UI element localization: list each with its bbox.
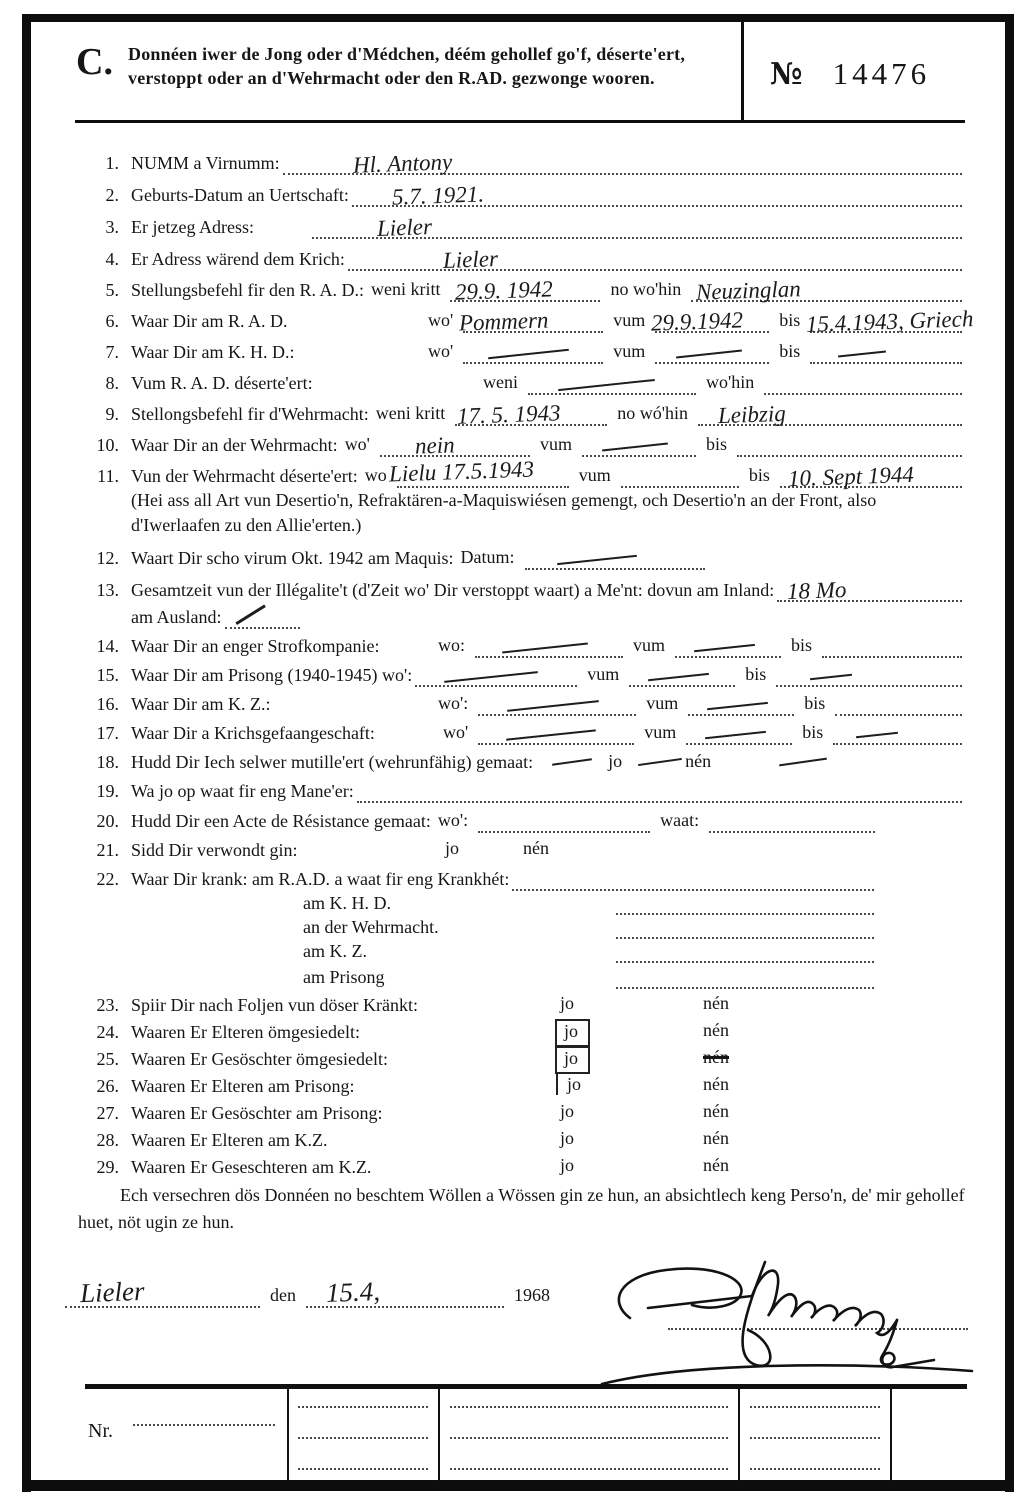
item-21 [85, 833, 965, 862]
item-number: 5. [105, 280, 119, 300]
field-word: Datum: [460, 547, 515, 567]
handwritten-dash [648, 673, 709, 681]
field-word: weni kritt [370, 279, 441, 299]
item-number: 29. [96, 1157, 119, 1177]
answer-option: jo [555, 1046, 590, 1074]
dotted-line [463, 340, 603, 364]
nr-dotted-line [133, 1424, 275, 1426]
field-word: vum [578, 465, 611, 485]
dotted-line [691, 276, 962, 305]
handwritten-entry: 29.9. 1942 [455, 276, 554, 305]
dotted-line [776, 663, 962, 687]
answer-option: nén [703, 993, 729, 1013]
field-word: wo': [438, 693, 469, 713]
field-label: Waart Dir scho virum Okt. 1942 am Maquis: [131, 548, 454, 568]
field-word: wo [364, 465, 387, 485]
field-label: Sidd Dir verwondt gin: [131, 840, 298, 860]
table-cell-dots [298, 1406, 428, 1408]
table-divider-1 [287, 1386, 289, 1482]
handwritten-dash [638, 758, 682, 766]
field-word: wo' [344, 434, 370, 454]
dotted-line [478, 721, 634, 745]
item-number: 27. [96, 1103, 119, 1123]
item-number: 2. [105, 185, 119, 205]
dotted-line [312, 215, 962, 239]
item-11 [85, 456, 965, 492]
answer-option: jo [560, 1128, 575, 1148]
field-label: NUMM a Virnumm: [131, 153, 280, 173]
item-number: 11. [97, 466, 119, 486]
handwritten-dash [489, 349, 570, 359]
item-19 [85, 774, 965, 803]
signature-scrawl-icon [600, 1238, 1010, 1388]
item-number: 4. [105, 249, 119, 269]
dotted-line [525, 546, 705, 570]
item-29 [85, 1152, 965, 1179]
item-15 [85, 658, 965, 687]
dotted-line [357, 779, 962, 803]
field-label: Er Adress wärend dem Krich: [131, 249, 345, 269]
item-1 [85, 143, 965, 178]
item-25 [85, 1044, 965, 1071]
dotted-line [528, 371, 696, 395]
handwritten-entry: 18 Mo [786, 576, 848, 605]
answer-option: jo [556, 1074, 581, 1095]
item-10 [85, 426, 965, 457]
field-label: Stellungsbefehl fir den R. A. D.: [131, 280, 364, 300]
field-word: vum [587, 664, 620, 684]
numero-sign: № [770, 57, 803, 92]
table-top-border [85, 1384, 967, 1389]
field-label: Waar Dir krank: am R.A.D. a waat fir eng Krankhét: [131, 869, 510, 889]
item-number: 22. [96, 869, 119, 889]
handwritten-dash [603, 443, 669, 452]
item-22-kz [85, 939, 965, 963]
item-number: 8. [105, 373, 119, 393]
dotted-line [675, 634, 781, 658]
date-dotted-line [306, 1276, 504, 1308]
answer-option: jo [560, 993, 575, 1013]
answer-option: jo [560, 1101, 575, 1121]
dotted-line [415, 663, 577, 687]
field-word: vum [646, 693, 679, 713]
dotted-line [650, 307, 769, 336]
item-number: 26. [96, 1076, 119, 1096]
item-9 [85, 395, 965, 429]
dotted-line [512, 867, 874, 891]
form-items [85, 143, 975, 1179]
item-number: 9. [105, 404, 119, 424]
dotted-line [478, 692, 636, 716]
handwritten-dash [506, 729, 596, 740]
field-word: bis [804, 693, 826, 713]
field-label: Hudd Dir een Acte de Résistance gemaat: [131, 811, 431, 831]
field-label: am K. H. D. [303, 893, 391, 913]
field-label: Waar Dir am K. H. D.: [131, 342, 295, 362]
item-26 [85, 1071, 965, 1098]
handwritten-dash [707, 702, 768, 710]
field-label: Waaren Er Gesöschter ömgesiedelt: [131, 1049, 388, 1069]
field-label: Vum R. A. D. déserte'ert: [131, 373, 313, 393]
field-word: vum [644, 722, 677, 742]
handwritten-entry: 15.4.1943, Griech [805, 306, 975, 337]
field-label: Waaren Er Gesöschter am Prisong: [131, 1103, 383, 1123]
field-label: am Prisong [303, 967, 385, 987]
dotted-line [777, 576, 962, 605]
field-label: am K. Z. [303, 941, 367, 961]
field-label: Wa jo op waat fir eng Mane'er: [131, 781, 354, 801]
item-number: 20. [96, 811, 119, 831]
frame-bottom [22, 1480, 1014, 1491]
field-label: Hudd Dir Iech selwer mutille'ert (wehrunfähig) gemaat: [131, 752, 534, 772]
handwritten-dash [856, 732, 898, 738]
table-divider-3 [738, 1386, 740, 1482]
table-cell-dots [750, 1406, 880, 1408]
field-word: wo'hin [706, 372, 755, 392]
declaration-text: Ech versechren dös Donnéen no beschtem Wöllen a Wössen gin ze hun, an absichtlech keng Perso'n, de' mir gehollef huet, nöt ugin ze hun. [78, 1185, 965, 1232]
dotted-line [348, 247, 962, 271]
field-word: bis [802, 722, 824, 742]
field-label: Waaren Er Elteren am Prisong: [131, 1076, 355, 1096]
item-number: 21. [96, 840, 119, 860]
handwritten-entry: Pommern [458, 307, 550, 336]
item-6 [85, 302, 975, 337]
field-word: vum [613, 341, 646, 361]
form-title: Donnéen iwer de Jong oder d'Médchen, déém gehollef go'f, déserte'ert, verstoppt oder an d'Wehrmacht oder den R.AD. gezwonge wooren. [128, 44, 686, 88]
field-label: Geburts-Datum an Uertschaft: [131, 185, 349, 205]
field-word: vum [613, 310, 646, 330]
answer-option: nén [703, 1047, 729, 1067]
dotted-line [283, 149, 962, 178]
dotted-line [388, 456, 569, 488]
dotted-line [655, 340, 769, 364]
item-22 [85, 862, 965, 891]
dotted-line [805, 306, 975, 337]
field-word: wo' [443, 722, 469, 742]
handwritten-place: Lieler [79, 1275, 145, 1309]
note-text: (Hei ass all Art vun Desertio'n, Refraktären-a-Maquiswiésen gemengt, och Desertio'n an der Front, also d'Iwerlaafen zu den Allie'erten.) [131, 490, 877, 535]
dotted-line [450, 276, 600, 305]
document-number-block [770, 56, 930, 92]
item-24 [85, 1017, 965, 1044]
item-23 [85, 989, 965, 1017]
item-number: 19. [96, 781, 119, 801]
dotted-line [616, 915, 874, 939]
field-word: weni [483, 372, 518, 392]
dotted-line [475, 634, 623, 658]
nr-label: Nr. [88, 1420, 113, 1442]
dotted-line [709, 809, 875, 833]
field-label: Stellongsbefehl fir d'Wehrmacht: [131, 404, 369, 424]
handwritten-date: 15.4, [325, 1276, 381, 1308]
item-4 [85, 239, 965, 271]
dotted-line [616, 939, 874, 963]
dotted-line [810, 340, 962, 364]
dotted-line [780, 461, 962, 492]
field-word: vum [633, 635, 666, 655]
item-11-note [85, 488, 965, 540]
item-2 [85, 175, 965, 210]
item-27 [85, 1098, 965, 1125]
table-divider-4 [890, 1386, 892, 1482]
handwritten-entry: Leibzig [717, 400, 787, 429]
field-word: bis [779, 310, 801, 330]
dotted-line [380, 433, 530, 457]
handwritten-entry: Neuzinglan [695, 276, 802, 305]
field-word: bis [748, 465, 770, 485]
field-label: Vun der Wehrmacht déserte'ert: [131, 466, 358, 486]
item-14 [85, 629, 965, 658]
item-number: 18. [96, 752, 119, 772]
field-label: Spiir Dir nach Foljen vun döser Kränkt: [131, 995, 418, 1015]
field-label: Waar Dir am K. Z.: [131, 694, 271, 714]
answer-option: nén [703, 1155, 729, 1175]
handwritten-dash [705, 731, 766, 739]
item-16 [85, 687, 965, 716]
handwritten-dash [507, 700, 598, 712]
field-label: Waar Dir am R. A. D. [131, 311, 288, 331]
dotted-line [616, 965, 874, 989]
dotted-line [629, 663, 735, 687]
section-letter: C. [76, 41, 113, 83]
field-label: an der Wehrmacht. [303, 917, 439, 937]
item-number: 24. [96, 1022, 119, 1042]
item-13-ausland [85, 602, 965, 629]
dotted-line [764, 371, 962, 395]
dotted-line [822, 634, 962, 658]
handwritten-dash [502, 643, 588, 654]
field-word: wo': [437, 810, 469, 830]
answer-option: jo [555, 1019, 590, 1047]
field-word: waat: [660, 810, 700, 830]
field-word: jo [608, 751, 623, 771]
item-number: 7. [105, 342, 119, 362]
handwritten-dash [838, 350, 886, 357]
field-word: bis [791, 635, 813, 655]
dotted-line [688, 692, 794, 716]
document-number: 14476 [832, 56, 931, 91]
field-label: Er jetzeg Adress: [131, 217, 254, 237]
year-label: 1968 [514, 1285, 550, 1305]
table-cell-dots [450, 1437, 728, 1439]
handwritten-entry: nein [414, 432, 455, 459]
handwritten-dash [552, 758, 592, 766]
item-28 [85, 1125, 965, 1152]
item-22-khd [85, 891, 965, 915]
answer-option: jo [560, 1155, 575, 1175]
handwritten-entry: 17. 5. 1943 [456, 400, 562, 429]
handwritten-entry: Lieler [442, 246, 499, 273]
item-number: 28. [96, 1130, 119, 1150]
den-label: den [270, 1285, 296, 1305]
dotted-line [225, 605, 300, 629]
table-cell-dots [750, 1437, 880, 1439]
handwritten-dash [694, 644, 755, 652]
frame-top [22, 14, 1014, 22]
table-cell-dots [450, 1468, 728, 1470]
item-number: 6. [105, 311, 119, 331]
table-cell-dots [450, 1406, 728, 1408]
dotted-line [455, 400, 607, 429]
dotted-line [833, 721, 962, 745]
handwritten-dash [810, 674, 852, 680]
item-7 [85, 333, 965, 364]
header-divider [741, 18, 744, 121]
frame-left [22, 14, 31, 1492]
answer-option: jo [445, 838, 460, 858]
handwritten-entry: Lielu 17.5.1943 [388, 456, 535, 487]
item-number: 10. [96, 435, 119, 455]
item-13 [85, 570, 965, 605]
field-word: bis [745, 664, 767, 684]
field-word: wo' [428, 310, 454, 330]
dotted-line [458, 307, 603, 336]
item-20 [85, 803, 965, 833]
item-number: 16. [96, 694, 119, 714]
table-cell-dots [298, 1468, 428, 1470]
field-word: vum [539, 434, 572, 454]
place-date-line [62, 1262, 622, 1308]
field-label: Waar Dir am Prisong (1940-1945) wo': [131, 665, 413, 685]
field-word: wo: [438, 635, 465, 655]
dotted-line [737, 433, 962, 457]
item-number: 12. [96, 548, 119, 568]
handwritten-dash [779, 758, 827, 767]
field-label: Gesamtzeit vun der Illégalite't (d'Zeit wo' Dir verstoppt waart) a Me'nt: dovun am Inland: [131, 580, 775, 600]
handwritten-entry: 5.7. 1921. [391, 181, 485, 210]
item-12 [85, 540, 965, 570]
item-18 [85, 745, 965, 774]
field-word: no wo'hin [610, 279, 682, 299]
item-17 [85, 716, 965, 745]
field-word: nén [685, 751, 712, 771]
answer-option: nén [703, 1101, 729, 1121]
dotted-line [835, 692, 962, 716]
handwritten-entry: Hl. Antony [352, 149, 453, 178]
table-cell-dots [750, 1468, 880, 1470]
item-22-wehrmacht [85, 915, 965, 939]
field-word: wo' [428, 341, 454, 361]
handwritten-entry: Lieler [376, 214, 433, 241]
item-8 [85, 364, 965, 395]
field-label: am Ausland: [131, 607, 222, 627]
item-5 [85, 271, 965, 305]
field-word: bis [779, 341, 801, 361]
handwritten-slash [235, 604, 265, 625]
item-number: 1. [105, 153, 119, 173]
field-label: Waar Dir an enger Strofkompanie: [131, 636, 380, 656]
field-word: weni kritt [375, 403, 446, 423]
handwritten-dash [557, 555, 637, 565]
dotted-line [621, 464, 739, 488]
field-word: no wó'hin [617, 403, 688, 423]
handwritten-dash [558, 379, 655, 391]
table-divider-2 [438, 1386, 440, 1482]
item-3 [85, 207, 965, 239]
handwritten-entry: 10. Sept 1944 [787, 461, 915, 492]
item-number: 25. [96, 1049, 119, 1069]
answer-option: nén [703, 1074, 729, 1094]
field-label: Waaren Er Elteren ömgesiedelt: [131, 1022, 360, 1042]
item-number: 14. [96, 636, 119, 656]
dotted-line [686, 721, 792, 745]
dotted-line [352, 181, 962, 210]
field-word: bis [705, 434, 727, 454]
handwritten-dash [445, 671, 539, 683]
signature [600, 1238, 1010, 1388]
field-label: Waar Dir a Krichsgefaangeschaft: [131, 723, 375, 743]
item-number: 17. [96, 723, 119, 743]
place-dotted-line [65, 1276, 260, 1308]
item-number: 13. [96, 580, 119, 600]
dotted-line [698, 400, 962, 429]
item-number: 15. [96, 665, 119, 685]
item-number: 23. [96, 995, 119, 1015]
field-label: Waar Dir an der Wehrmacht: [131, 435, 338, 455]
answer-option: nén [523, 838, 549, 858]
dotted-line [478, 809, 650, 833]
handwritten-entry: 29.9.1942 [650, 307, 744, 336]
table-cell-dots [298, 1437, 428, 1439]
field-label: Waaren Er Elteren am K.Z. [131, 1130, 328, 1150]
field-label: Waaren Er Geseschteren am K.Z. [131, 1157, 372, 1177]
answer-option: nén [703, 1020, 729, 1040]
header-rule [75, 120, 965, 123]
item-22-prisong [85, 963, 965, 989]
handwritten-dash [676, 350, 742, 359]
answer-option: nén [703, 1128, 729, 1148]
dotted-line [582, 433, 696, 457]
item-number: 3. [105, 217, 119, 237]
dotted-line [616, 891, 874, 915]
